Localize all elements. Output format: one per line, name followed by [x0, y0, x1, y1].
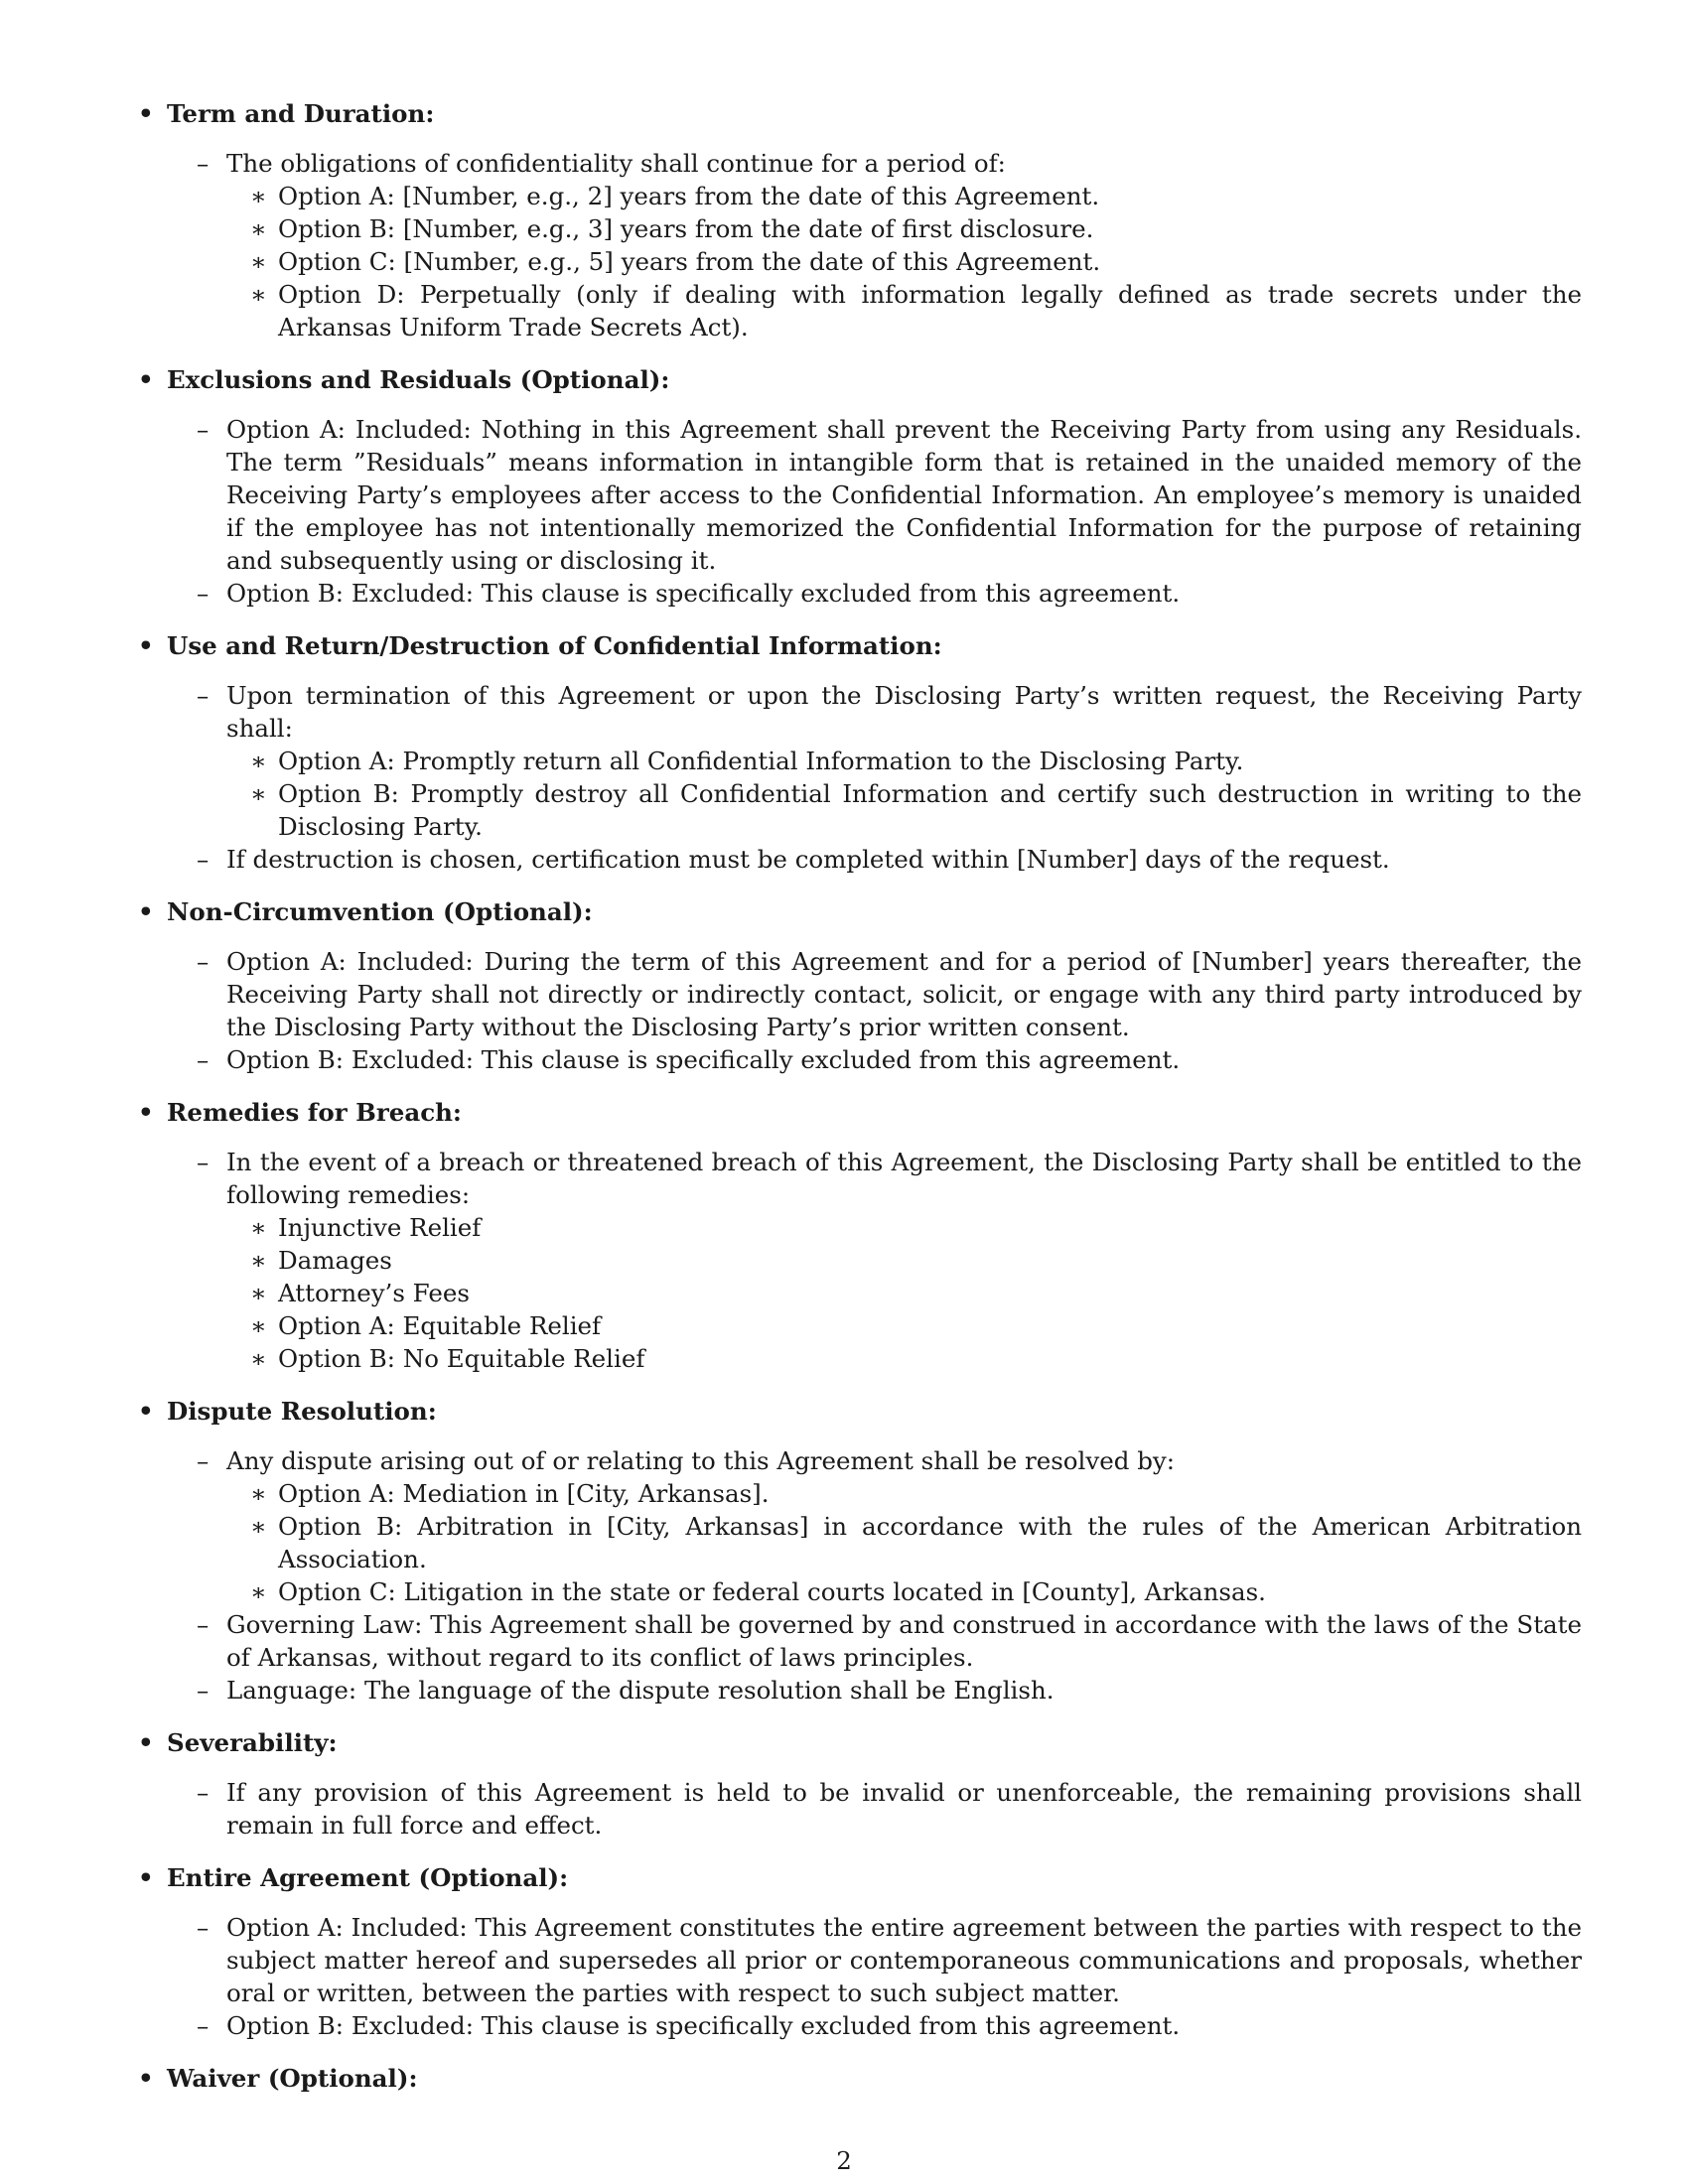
star-marker: ∗ — [250, 1512, 267, 1541]
star-marker: ∗ — [250, 1246, 267, 1275]
bullet-marker: • — [138, 1397, 154, 1426]
sub-item-text: Option B: Arbitration in [City, Arkansas] in accordance with the rules of the American Arbitration Association. — [278, 1512, 1582, 1573]
item-text: Option B: Excluded: This clause is specifically excluded from this agreement. — [226, 2011, 1181, 2040]
section-title: Dispute Resolution: — [167, 1397, 437, 1426]
item-text: Governing Law: This Agreement shall be governed by and construed in accordance with the laws of the State of Arkansas, without regard to its conflict of laws principles. — [226, 1610, 1582, 1672]
section-heading — [138, 1096, 1582, 1129]
item-text: The obligations of confidentiality shall continue for a period of: — [226, 149, 1006, 178]
item-text: Option A: Included: Nothing in this Agreement shall prevent the Receiving Party from using any Residuals. The term ”Residuals” means information in intangible form that is retained in the unaided memory of the Receiving Party’s employees after access to the Confidential Information. An employee’s memory is unaided if the employee has not intentionally memorized the Confidential Information for the purpose of retaining and subsequently using or disclosing it. — [226, 415, 1582, 575]
section-heading — [138, 97, 1582, 130]
bullet-marker: • — [138, 2064, 154, 2093]
section-heading — [138, 629, 1582, 662]
section-use-and-return — [138, 629, 1582, 876]
dash-marker: – — [197, 579, 210, 608]
star-marker: ∗ — [250, 1479, 267, 1508]
item-text: Option B: Excluded: This clause is specifically excluded from this agreement. — [226, 1045, 1181, 1074]
page-number: 2 — [836, 2146, 852, 2175]
bullet-marker: • — [138, 1863, 154, 1892]
document-body — [138, 97, 1582, 2115]
section-title: Use and Return/Destruction of Confidential Information: — [167, 631, 942, 660]
star-marker: ∗ — [250, 280, 267, 309]
dash-marker: – — [197, 2011, 210, 2040]
section-entire-agreement — [138, 1861, 1582, 2042]
item-text: Upon termination of this Agreement or upon the Disclosing Party’s written request, the Receiving Party shall: — [226, 681, 1582, 743]
section-non-circumvention — [138, 895, 1582, 1076]
item-text: If any provision of this Agreement is held to be invalid or unenforceable, the remaining provisions shall remain in full force and effect. — [226, 1778, 1582, 1840]
item-text: Option A: Included: This Agreement constitutes the entire agreement between the parties with respect to the subject matter hereof and supersedes all prior or contemporaneous communications and proposals, whether oral or written, between the parties with respect to such subject matter. — [226, 1913, 1582, 2007]
sub-list-item — [167, 1342, 1582, 1375]
bullet-marker: • — [138, 99, 154, 128]
sub-item-text: Option B: [Number, e.g., 3] years from the date of first disclosure. — [278, 214, 1094, 243]
bullet-marker: • — [138, 1728, 154, 1757]
sub-list-item — [167, 1309, 1582, 1342]
dash-marker: – — [197, 1778, 210, 1807]
sub-item-text: Option C: [Number, e.g., 5] years from the date of this Agreement. — [278, 247, 1101, 276]
sub-list-item — [167, 1244, 1582, 1277]
dash-marker: – — [197, 845, 210, 874]
dash-marker: – — [197, 1045, 210, 1074]
item-text: Option B: Excluded: This clause is specifically excluded from this agreement. — [226, 579, 1181, 608]
list-item — [167, 1776, 1582, 1842]
dash-marker: – — [197, 415, 210, 444]
dash-marker: – — [197, 1913, 210, 1942]
list-item — [167, 1043, 1582, 1076]
sub-item-text: Option B: Promptly destroy all Confidential Information and certify such destruction in writing to the Disclosing Party. — [278, 779, 1582, 841]
star-marker: ∗ — [250, 214, 267, 243]
star-marker: ∗ — [250, 182, 267, 210]
sub-item-text: Option A: Promptly return all Confidential Information to the Disclosing Party. — [278, 747, 1244, 775]
star-marker: ∗ — [250, 247, 267, 276]
dash-marker: – — [197, 149, 210, 178]
section-title: Entire Agreement (Optional): — [167, 1863, 569, 1892]
list-item — [167, 1146, 1582, 1211]
section-title: Term and Duration: — [167, 99, 435, 128]
section-heading — [138, 363, 1582, 396]
sub-item-text: Option A: Mediation in [City, Arkansas]. — [278, 1479, 770, 1508]
list-item — [167, 2009, 1582, 2042]
sub-list-item — [167, 1575, 1582, 1608]
sub-list-item — [167, 212, 1582, 245]
sub-list-item — [167, 180, 1582, 212]
list-item — [167, 843, 1582, 876]
dash-marker: – — [197, 1676, 210, 1705]
sub-item-text: Option A: Equitable Relief — [278, 1311, 602, 1340]
sub-list-item — [167, 1510, 1582, 1575]
item-text: Option A: Included: During the term of this Agreement and for a period of [Number] years thereafter, the Receiving Party shall not directly or indirectly contact, solicit, or engage with any third party introduced by the Disclosing Party without the Disclosing Party’s prior written consent. — [226, 947, 1582, 1041]
section-dispute-resolution — [138, 1395, 1582, 1706]
section-waiver — [138, 2062, 1582, 2095]
star-marker: ∗ — [250, 1311, 267, 1340]
sub-item-text: Option D: Perpetually (only if dealing with information legally defined as trade secrets under the Arkansas Uniform Trade Secrets Act). — [278, 280, 1582, 341]
section-term-and-duration — [138, 97, 1582, 343]
section-heading — [138, 1861, 1582, 1894]
sub-list-item — [167, 278, 1582, 343]
section-title: Remedies for Breach: — [167, 1098, 462, 1127]
section-title: Non-Circumvention (Optional): — [167, 897, 593, 926]
list-item — [167, 1444, 1582, 1477]
sub-item-text: Option C: Litigation in the state or federal courts located in [County], Arkansas. — [278, 1577, 1266, 1606]
sub-list-item — [167, 1277, 1582, 1309]
item-text: If destruction is chosen, certification must be completed within [Number] days of the request. — [226, 845, 1390, 874]
list-item — [167, 1911, 1582, 2009]
sub-list-item — [167, 1477, 1582, 1510]
star-marker: ∗ — [250, 1213, 267, 1242]
sub-list-item — [167, 1211, 1582, 1244]
star-marker: ∗ — [250, 1577, 267, 1606]
item-text: Language: The language of the dispute resolution shall be English. — [226, 1676, 1055, 1705]
bullet-marker: • — [138, 365, 154, 394]
section-title: Severability: — [167, 1728, 338, 1757]
list-item — [167, 1674, 1582, 1706]
star-marker: ∗ — [250, 747, 267, 775]
sub-item-text: Attorney’s Fees — [278, 1279, 470, 1307]
dash-marker: – — [197, 1446, 210, 1475]
section-exclusions-and-residuals — [138, 363, 1582, 610]
dash-marker: – — [197, 947, 210, 976]
bullet-marker: • — [138, 631, 154, 660]
item-text: In the event of a breach or threatened breach of this Agreement, the Disclosing Party shall be entitled to the following remedies: — [226, 1148, 1582, 1209]
star-marker: ∗ — [250, 779, 267, 808]
star-marker: ∗ — [250, 1344, 267, 1373]
dash-marker: – — [197, 1610, 210, 1639]
sub-list-item — [167, 245, 1582, 278]
sub-list-item — [167, 777, 1582, 843]
sub-item-text: Injunctive Relief — [278, 1213, 482, 1242]
bullet-marker: • — [138, 1098, 154, 1127]
section-heading — [138, 1726, 1582, 1759]
list-item — [167, 679, 1582, 745]
sub-item-text: Damages — [278, 1246, 392, 1275]
section-title: Exclusions and Residuals (Optional): — [167, 365, 670, 394]
list-item — [167, 1608, 1582, 1674]
sub-item-text: Option A: [Number, e.g., 2] years from the date of this Agreement. — [278, 182, 1100, 210]
dash-marker: – — [197, 681, 210, 710]
sub-item-text: Option B: No Equitable Relief — [278, 1344, 645, 1373]
item-text: Any dispute arising out of or relating to this Agreement shall be resolved by: — [226, 1446, 1175, 1475]
list-item — [167, 413, 1582, 577]
list-item — [167, 147, 1582, 180]
section-remedies-for-breach — [138, 1096, 1582, 1375]
section-heading — [138, 1395, 1582, 1428]
section-heading — [138, 2062, 1582, 2095]
list-item — [167, 945, 1582, 1043]
list-item — [167, 577, 1582, 610]
sub-list-item — [167, 745, 1582, 777]
section-severability — [138, 1726, 1582, 1842]
dash-marker: – — [197, 1148, 210, 1176]
star-marker: ∗ — [250, 1279, 267, 1307]
section-title: Waiver (Optional): — [167, 2064, 418, 2093]
section-heading — [138, 895, 1582, 928]
bullet-marker: • — [138, 897, 154, 926]
